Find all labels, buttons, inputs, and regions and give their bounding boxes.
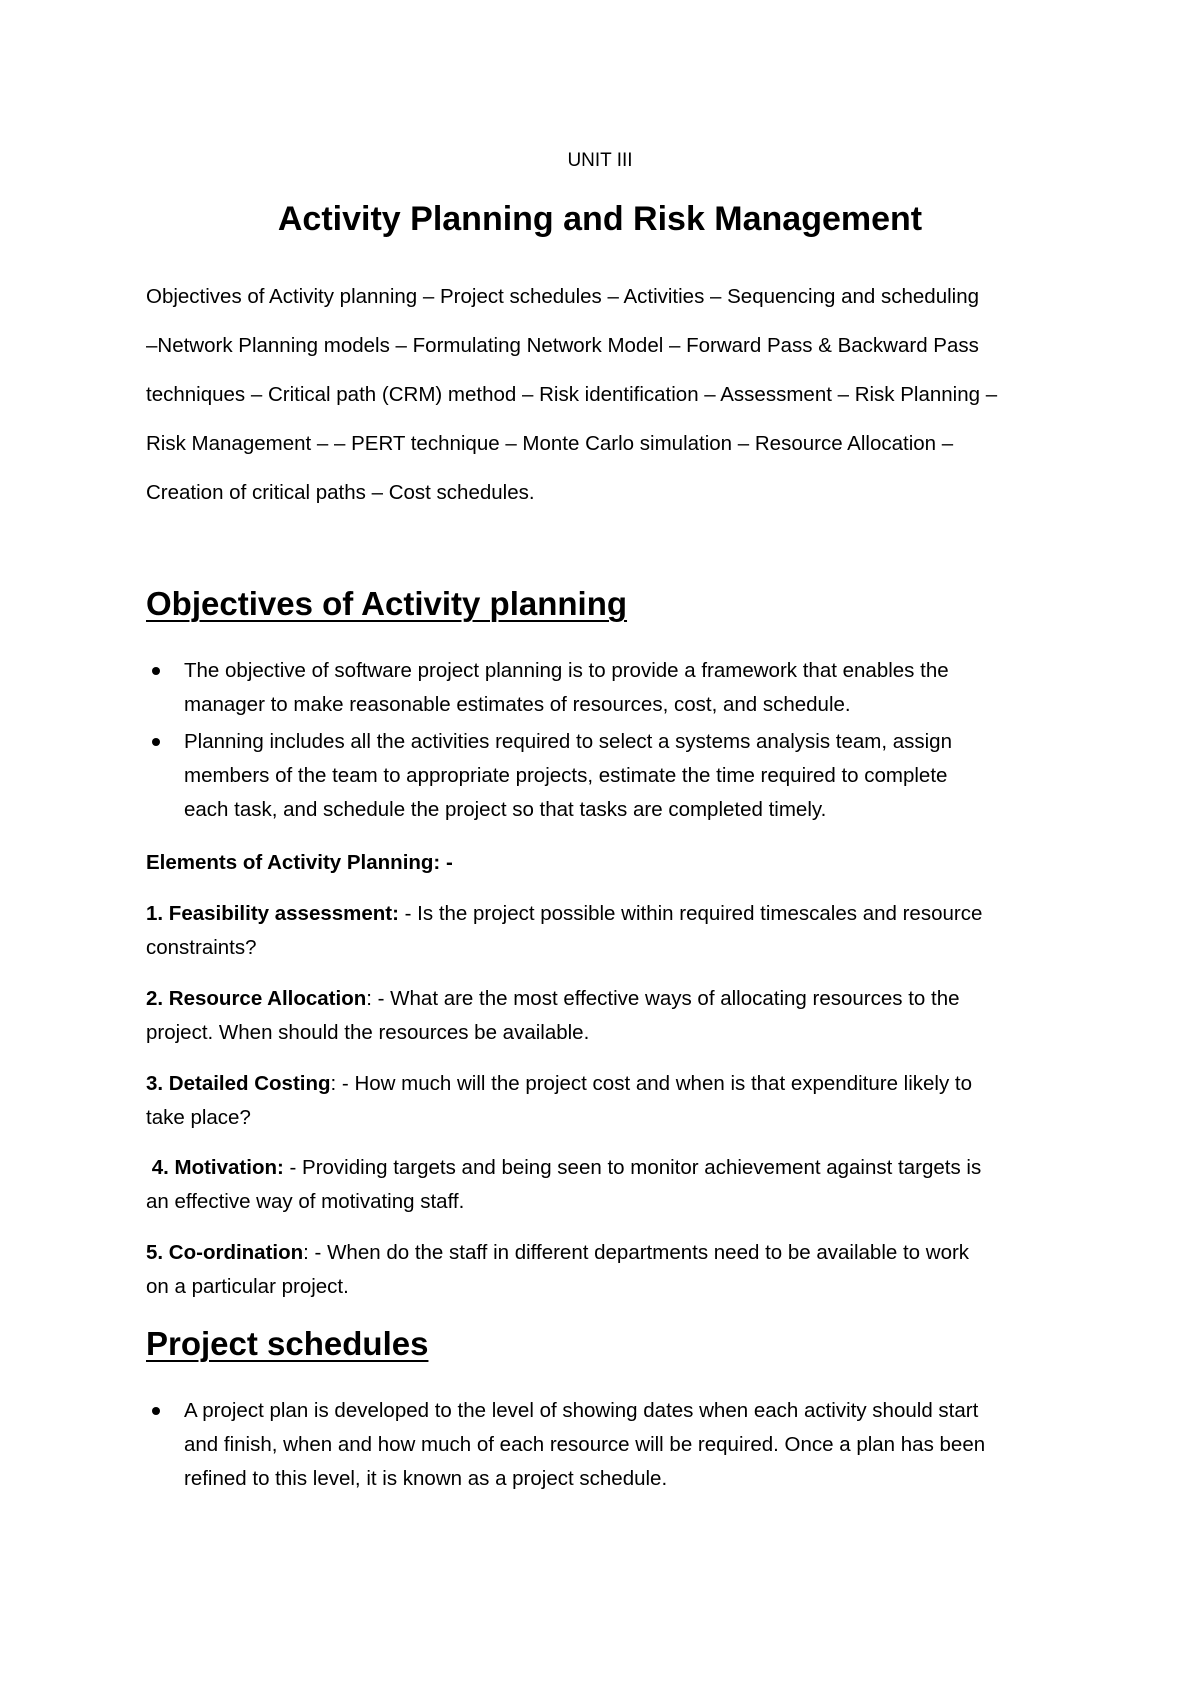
list-item bbox=[146, 654, 1066, 722]
bullet-line: Planning includes all the activities required to select a systems analysis team, assign bbox=[184, 730, 952, 753]
bullet-icon bbox=[152, 667, 160, 675]
objectives-bullet-list bbox=[146, 654, 1066, 830]
element-item bbox=[146, 1067, 1066, 1135]
unit-label: UNIT III bbox=[567, 150, 633, 171]
element-item bbox=[146, 1236, 1066, 1304]
element-label: 1. Feasibility assessment: bbox=[146, 902, 399, 925]
element-item bbox=[146, 897, 1066, 965]
element-text: an effective way of motivating staff. bbox=[146, 1190, 465, 1213]
element-label: 3. Detailed Costing bbox=[146, 1072, 331, 1095]
syllabus-line: techniques – Critical path (CRM) method – Risk identification – Assessment – Risk Planning – bbox=[146, 383, 998, 406]
elements-heading: Elements of Activity Planning: - bbox=[146, 851, 453, 874]
section-heading-project-schedules: Project schedules bbox=[146, 1325, 429, 1362]
bullet-icon bbox=[152, 1407, 160, 1415]
bullet-line: refined to this level, it is known as a project schedule. bbox=[184, 1467, 668, 1490]
bullet-line: and finish, when and how much of each resource will be required. Once a plan has been bbox=[184, 1433, 986, 1456]
bullet-line: A project plan is developed to the level of showing dates when each activity should start bbox=[184, 1399, 979, 1422]
project-schedules-bullet-list bbox=[146, 1394, 1066, 1499]
element-text: : - What are the most effective ways of allocating resources to the bbox=[366, 987, 960, 1010]
bullet-line: The objective of software project planning is to provide a framework that enables the bbox=[184, 659, 949, 682]
element-text: take place? bbox=[146, 1106, 251, 1129]
bullet-line: manager to make reasonable estimates of resources, cost, and schedule. bbox=[184, 693, 851, 716]
syllabus-line: Creation of critical paths – Cost schedules. bbox=[146, 481, 535, 504]
syllabus-paragraph bbox=[146, 272, 1066, 517]
syllabus-line: –Network Planning models – Formulating Network Model – Forward Pass & Backward Pass bbox=[146, 334, 979, 357]
element-text: - Providing targets and being seen to monitor achievement against targets is bbox=[283, 1156, 982, 1179]
element-text: : - When do the staff in different departments need to be available to work bbox=[303, 1241, 970, 1264]
element-text: constraints? bbox=[146, 936, 257, 959]
bullet-line: members of the team to appropriate projects, estimate the time required to complete bbox=[184, 764, 948, 787]
element-text: on a particular project. bbox=[146, 1275, 349, 1298]
syllabus-line: Objectives of Activity planning – Project schedules – Activities – Sequencing and scheduling bbox=[146, 285, 980, 308]
element-label: 2. Resource Allocation bbox=[146, 987, 367, 1010]
list-item bbox=[146, 725, 1066, 827]
element-text: project. When should the resources be available. bbox=[146, 1021, 590, 1044]
element-item bbox=[146, 982, 1066, 1050]
element-label: 4. Motivation: bbox=[151, 1156, 284, 1179]
bullet-line: each task, and schedule the project so that tasks are completed timely. bbox=[184, 798, 827, 821]
element-text: - Is the project possible within required timescales and resource bbox=[398, 902, 983, 925]
element-item bbox=[146, 1151, 1066, 1219]
section-heading-objectives: Objectives of Activity planning bbox=[146, 585, 628, 622]
bullet-icon bbox=[152, 738, 160, 746]
page-title: Activity Planning and Risk Management bbox=[277, 200, 923, 238]
syllabus-line: Risk Management – – PERT technique – Monte Carlo simulation – Resource Allocation – bbox=[146, 432, 954, 455]
element-label: 5. Co-ordination bbox=[146, 1241, 304, 1264]
element-text: : - How much will the project cost and when is that expenditure likely to bbox=[330, 1072, 973, 1095]
list-item bbox=[146, 1394, 1066, 1496]
